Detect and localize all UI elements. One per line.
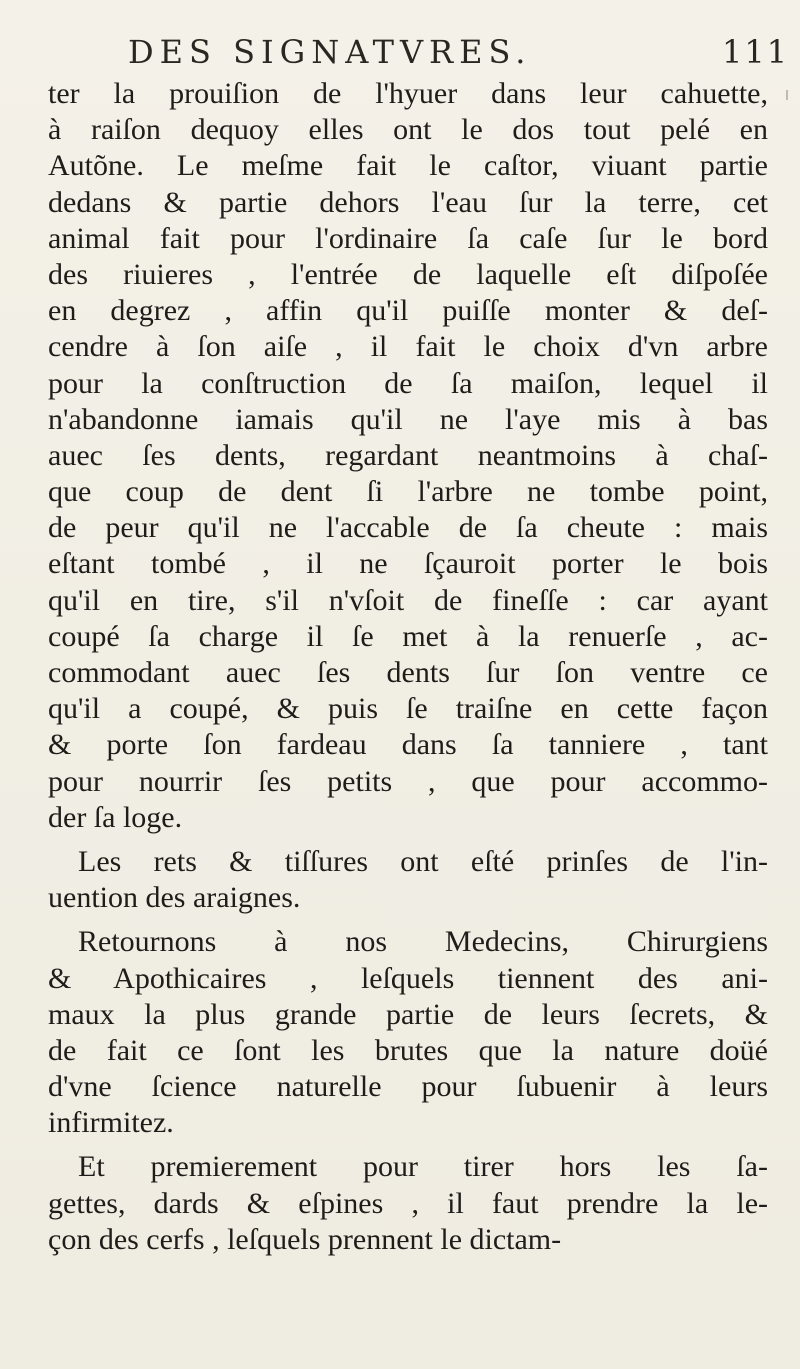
paragraph [48, 1149, 768, 1258]
text-line: & Apothicaires , leſquels tiennent des ani- [48, 961, 768, 995]
paragraph [48, 844, 768, 916]
paragraph [48, 924, 768, 1141]
text-line: maux la plus grande partie de leurs ſecrets, & [48, 997, 768, 1031]
text-line: & porte ſon fardeau dans ſa tanniere , tant [48, 728, 768, 762]
text-line: de peur qu'il ne l'accable de ſa cheute : mais [48, 511, 768, 545]
text-line: de fait ce ſont les brutes que la nature doüé [48, 1033, 768, 1067]
text-line: infirmitez. [48, 1106, 174, 1140]
text-line: gettes, dards & eſpines , il faut prendre la le- [48, 1186, 768, 1220]
text-line: d'vne ſcience naturelle pour ſubuenir à leurs [48, 1070, 768, 1104]
text-line: eſtant tombé , il ne ſçauroit porter le bois [48, 547, 768, 581]
text-line: animal fait pour l'ordinaire ſa caſe ſur le bord [48, 221, 768, 255]
text-line: Retournons à nos Medecins, Chirurgiens [78, 925, 768, 959]
paragraph-gap [48, 1141, 768, 1149]
text-line: qu'il a coupé, & puis ſe traiſne en cette façon [48, 692, 768, 726]
text-line: cendre à ſon aiſe , il fait le choix d'vn arbre [48, 330, 768, 364]
text-line: qu'il en tire, s'il n'vſoit de fineſſe : car ayant [48, 583, 768, 617]
text-line: Et premierement pour tirer hors les ſa- [78, 1150, 768, 1184]
body-text [48, 76, 768, 1258]
running-title: DES SIGNATVRES. [128, 33, 532, 71]
text-line: à raiſon dequoy elles ont le dos tout pelé en [48, 113, 768, 147]
text-line: n'abandonne iamais qu'il ne l'aye mis à bas [48, 402, 768, 436]
text-line: der ſa loge. [48, 800, 183, 834]
paragraph-gap [48, 916, 768, 924]
text-line: commodant auec ſes dents ſur ſon ventre ce [48, 656, 768, 689]
text-line: auec ſes dents, regardant neantmoins à chaſ- [48, 438, 768, 472]
text-line: coupé ſa charge il ſe met à la renuerſe , ac- [48, 619, 768, 653]
text-line: pour nourrir ſes petits , que pour accommo- [48, 764, 768, 798]
text-line: que coup de dent ſi l'arbre ne tombe point, [48, 475, 768, 509]
page-number: 111 [722, 33, 790, 71]
text-line: dedans & partie dehors l'eau ſur la terre, cet [48, 185, 768, 219]
text-line: en degrez , affin qu'il puiſſe monter & deſ- [48, 294, 768, 328]
page-header [0, 32, 800, 72]
text-line: çon des cerfs , leſquels prennent le dictam- [48, 1222, 562, 1256]
paper-edge-mark [786, 90, 788, 100]
text-line: Les rets & tiſſures ont eſté prinſes de l'in- [78, 844, 768, 878]
text-line: ter la prouiſion de l'hyuer dans leur cahuette, [48, 77, 768, 110]
text-line: uention des araignes. [48, 881, 301, 915]
text-line: des riuieres , l'entrée de laquelle eſt diſpoſée [48, 257, 768, 291]
text-line: pour la conſtruction de ſa maiſon, lequel il [48, 366, 768, 400]
text-line: Autõne. Le meſme fait le caſtor, viuant partie [48, 149, 768, 183]
paragraph [48, 76, 768, 836]
paragraph-gap [48, 836, 768, 844]
